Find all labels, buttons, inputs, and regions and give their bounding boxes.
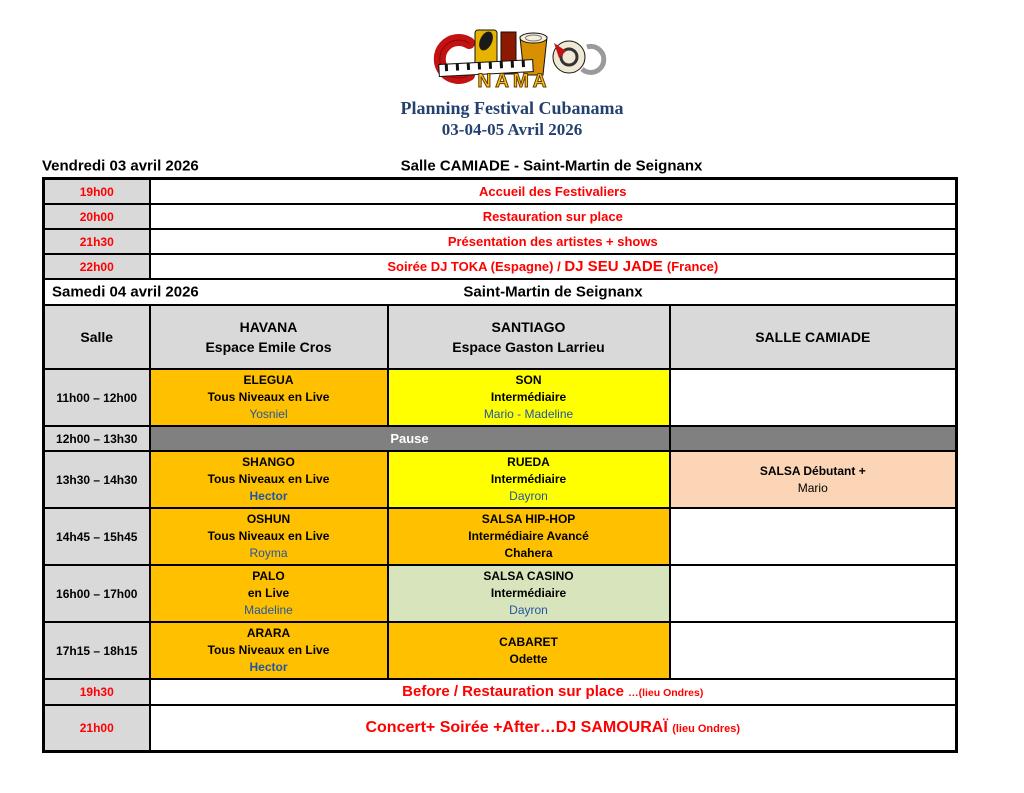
column-header-salle: Salle <box>44 305 150 369</box>
pause-row <box>44 426 957 451</box>
class-cell-santiago <box>388 369 670 426</box>
class-teacher: Madeline <box>244 602 293 617</box>
soiree-text-end: (France) <box>666 259 719 274</box>
event-cell: Accueil des Festivaliers <box>150 179 957 205</box>
class-title: OSHUN <box>246 512 291 527</box>
schedule-sheet <box>42 155 955 753</box>
logo-key-black <box>511 61 514 68</box>
page-title: Planning Festival Cubanama <box>400 98 624 118</box>
class-row-17h15 <box>44 622 957 679</box>
class-title: CABARET <box>499 634 558 649</box>
class-title: ELEGUA <box>243 373 294 388</box>
class-teacher: Mario - Madeline <box>483 406 574 421</box>
logo-key-black <box>467 63 470 70</box>
saturday-header-row <box>44 305 957 369</box>
class-cell-havana <box>150 451 388 508</box>
class-teacher: Hector <box>249 488 288 503</box>
time-cell: 22h00 <box>44 254 150 279</box>
class-cell-havana <box>150 565 388 622</box>
time-cell: 20h00 <box>44 204 150 229</box>
class-row-14h45 <box>44 508 957 565</box>
class-cell-santiago <box>388 508 670 565</box>
saturday-band-cell <box>44 279 957 305</box>
class-level: Tous Niveaux en Live <box>207 643 330 658</box>
column-header-havana <box>150 305 388 369</box>
class-cell-santiago <box>388 565 670 622</box>
class-title: SALSA HIP-HOP <box>481 512 576 527</box>
class-teacher: Royma <box>249 545 288 560</box>
santiago-sub: Espace Gaston Larrieu <box>452 339 605 355</box>
evening-row-before <box>44 679 957 705</box>
cubanama-logo <box>0 26 1024 92</box>
class-level: Tous Niveaux en Live <box>207 529 330 544</box>
class-level: en Live <box>247 586 290 601</box>
pause-cell-camiade <box>670 426 957 451</box>
santiago-name: SANTIAGO <box>491 318 566 335</box>
class-teacher: Yosniel <box>249 406 288 421</box>
class-title: RUEDA <box>507 455 550 470</box>
friday-date: Vendredi 03 avril 2026 <box>42 157 199 174</box>
time-cell: 21h30 <box>44 229 150 254</box>
logo-key-black <box>522 60 525 67</box>
class-title: SALSA Débutant + <box>759 463 866 478</box>
class-teacher: Dayron <box>509 488 548 503</box>
class-teacher: Dayron <box>509 602 548 617</box>
page-subtitle: 03-04-05 Avril 2026 <box>441 120 583 139</box>
class-cell-camiade-empty <box>670 369 957 426</box>
class-title: ARARA <box>246 626 291 641</box>
evening-row-concert <box>44 705 957 752</box>
pause-cell: Pause <box>150 426 670 451</box>
time-cell: 14h45 – 15h45 <box>44 508 150 565</box>
class-level: Intermédiaire <box>490 472 567 487</box>
before-text: Before / Restauration sur place <box>402 683 629 700</box>
logo-key-black <box>500 61 503 68</box>
time-cell: 17h15 – 18h15 <box>44 622 150 679</box>
class-level: Intermédiaire <box>490 390 567 405</box>
column-header-santiago <box>388 305 670 369</box>
logo-key-black <box>478 62 481 69</box>
class-teacher: Mario <box>797 480 828 495</box>
class-cell-havana <box>150 369 388 426</box>
class-cell-camiade-empty <box>670 508 957 565</box>
class-cell-santiago <box>388 451 670 508</box>
class-title: SON <box>515 373 542 388</box>
saturday-date: Samedi 04 avril 2026 <box>52 283 199 301</box>
time-cell: 16h00 – 17h00 <box>44 565 150 622</box>
event-cell: Restauration sur place <box>150 204 957 229</box>
time-cell: 13h30 – 14h30 <box>44 451 150 508</box>
event-cell: Présentation des artistes + shows <box>150 229 957 254</box>
class-row-13h30 <box>44 451 957 508</box>
soiree-dj-name: DJ SEU JADE <box>564 258 667 275</box>
friday-header <box>42 155 955 176</box>
class-title: SHANGO <box>242 455 295 470</box>
event-cell <box>150 254 957 279</box>
time-cell: 19h00 <box>44 179 150 205</box>
class-level: Tous Niveaux en Live <box>207 472 330 487</box>
friday-row-accueil <box>44 179 957 205</box>
friday-venue: Salle CAMIADE - Saint-Martin de Seignanx <box>400 157 703 174</box>
friday-row-restauration <box>44 204 957 229</box>
logo-key-black <box>445 64 448 71</box>
class-cell-havana <box>150 622 388 679</box>
havana-name: HAVANA <box>239 318 298 335</box>
event-cell <box>150 679 957 705</box>
column-header-camiade: SALLE CAMIADE <box>670 305 957 369</box>
class-cell-havana <box>150 508 388 565</box>
time-cell: 12h00 – 13h30 <box>44 426 150 451</box>
class-teacher: Chahera <box>504 545 553 560</box>
event-cell <box>150 705 957 752</box>
class-row-16h00 <box>44 565 957 622</box>
soiree-text: Soirée DJ TOKA (Espagne) / <box>387 259 565 274</box>
class-level: Odette <box>509 651 548 666</box>
class-level: Intermédiaire <box>490 586 567 601</box>
friday-row-presentation <box>44 229 957 254</box>
class-title: SALSA CASINO <box>483 569 574 584</box>
class-row-11h00 <box>44 369 957 426</box>
logo-graphic <box>417 26 607 90</box>
logo-key-black <box>456 63 459 70</box>
concert-text: Concert+ Soirée +After…DJ SAMOURAÏ <box>365 719 673 736</box>
logo-nama-text: NAMA <box>477 71 551 90</box>
festival-schedule-table <box>42 177 958 753</box>
time-cell: 21h00 <box>44 705 150 752</box>
class-level: Tous Niveaux en Live <box>207 390 330 405</box>
class-teacher: Hector <box>249 659 288 674</box>
time-cell: 19h30 <box>44 679 150 705</box>
saturday-band-row <box>44 279 957 305</box>
class-cell-camiade-empty <box>670 565 957 622</box>
logo-key-black <box>489 62 492 69</box>
class-cell-camiade-empty <box>670 622 957 679</box>
before-location: …(lieu Ondres) <box>628 687 704 699</box>
time-cell: 11h00 – 12h00 <box>44 369 150 426</box>
friday-row-soiree <box>44 254 957 279</box>
concert-location: (lieu Ondres) <box>672 723 741 735</box>
class-title: PALO <box>252 569 285 584</box>
class-cell-santiago <box>388 622 670 679</box>
class-level: Intermédiaire Avancé <box>468 529 589 544</box>
saturday-venue: Saint-Martin de Seignanx <box>463 283 643 301</box>
havana-sub: Espace Emile Cros <box>205 339 332 355</box>
class-cell-camiade <box>670 451 957 508</box>
